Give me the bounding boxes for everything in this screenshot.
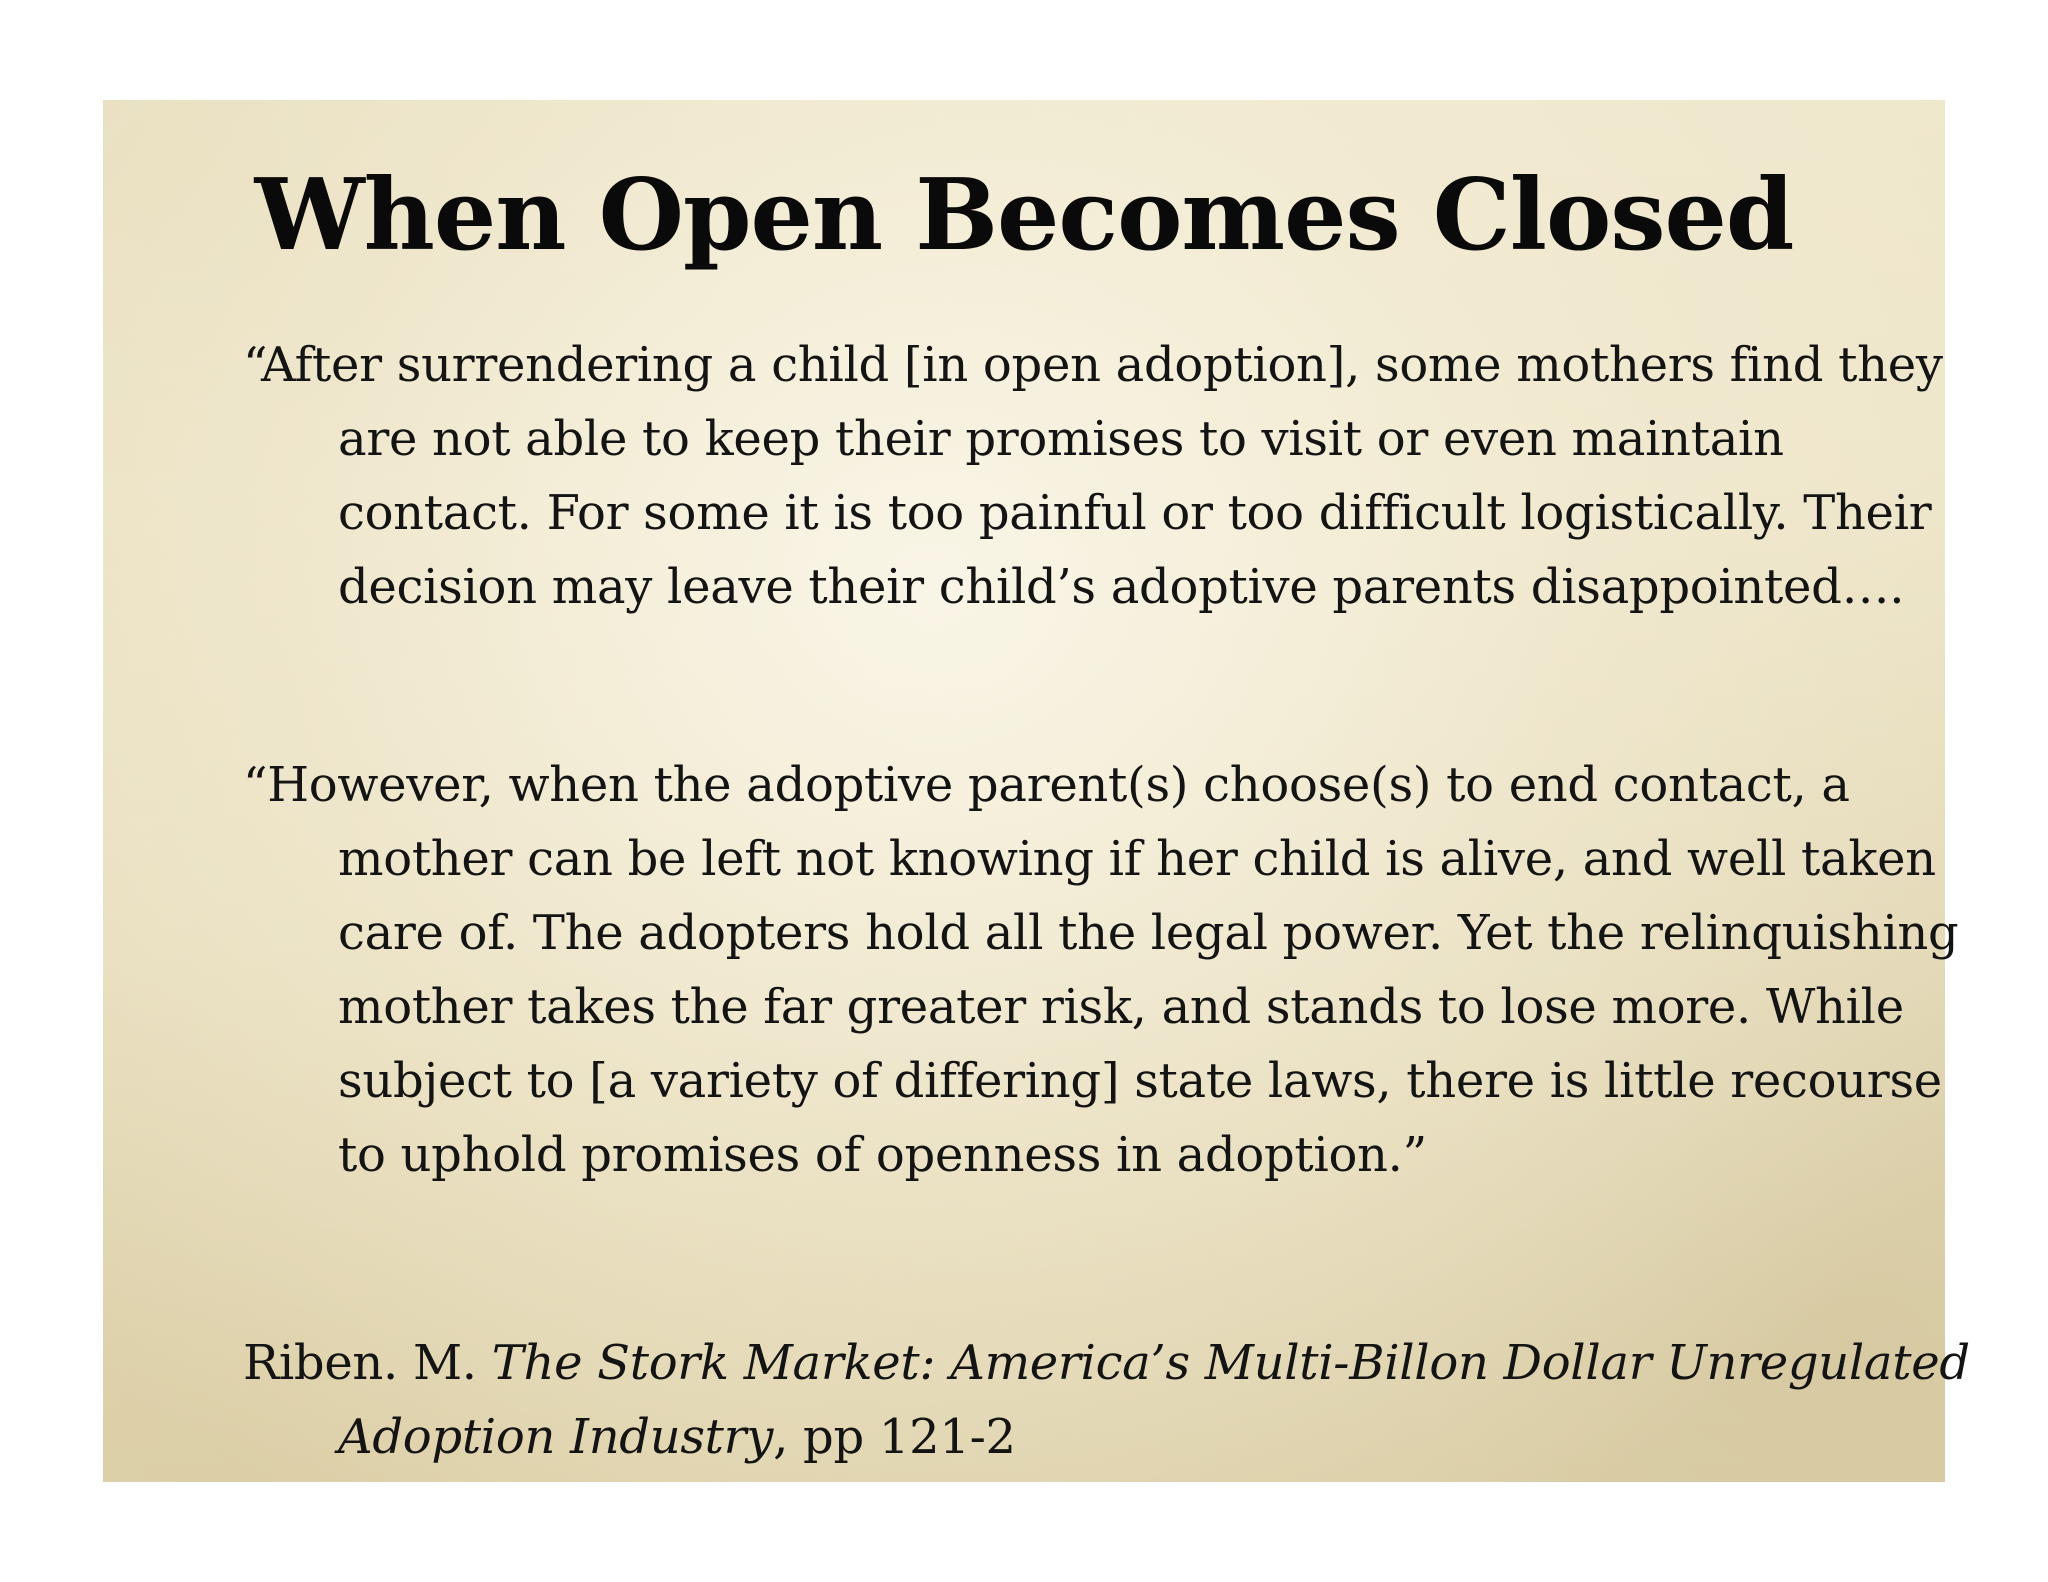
citation-pages: , pp 121-2 — [773, 1409, 1016, 1465]
citation-author: Riben. M. — [243, 1335, 492, 1391]
slide-title: When Open Becomes Closed — [254, 158, 1794, 273]
slide — [103, 100, 1970, 1482]
quote-paragraph-2: “However, when the adoptive parent(s) choose(s) to end contact, a mother can be left not knowing if her child is alive, and well taken care of. The adopters hold all the legal power. Yet the relinquishing mother takes the far greater risk, and stands to lose more. While subject to [a variety of differing] state laws, there is little recourse to uphold promises of openness in adoption.” — [243, 757, 1959, 1183]
quote-paragraph-1: “After surrendering a child [in open adoption], some mothers find they are not able to keep their promises to visit or even maintain contact. For some it is too painful or too difficult logistically. Their decision may leave their child’s adoptive parents disappointed…. — [243, 337, 1943, 615]
citation-book-title: The Stork Market: America’s Multi-Billon Dollar Unregulated Adoption Industry — [338, 1335, 1970, 1465]
citation — [243, 1326, 1978, 1474]
